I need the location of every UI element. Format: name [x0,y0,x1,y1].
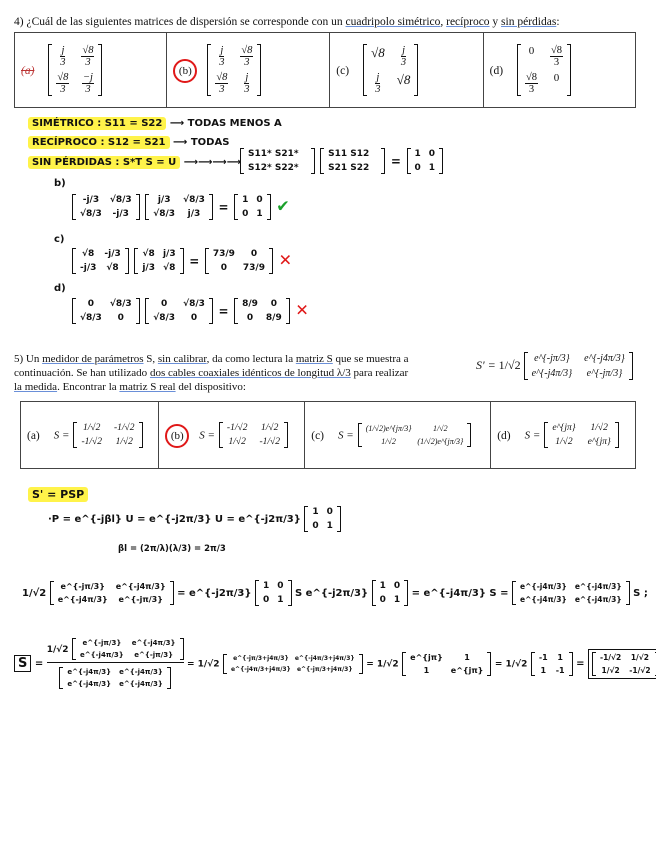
note-b-label: b) [54,178,66,189]
q4-option-d-matrix: 0 $\frac{√8}{3}$ $\frac{√8}{3}$ 0 [517,44,571,96]
note-reciprocal: RECÍPROCO : S12 = S21 ⟶ TODAS [28,137,229,148]
selected-answer-circle: (b) [165,424,189,448]
q5-option-d[interactable]: (d) S = e^{jπ} 1/√2 1/√2 e^{jπ} [491,402,636,469]
question-4-text: 4) ¿Cuál de las siguientes matrices de dispersión se corresponde con un cuadripolo simétrico, recíproco y sin pérdidas: [14,16,560,28]
final-answer-box: -1/√2 1/√2 1/√2 -1/√2 [588,649,656,679]
question-5-text: 5) Un medidor de parámetros S, sin calibrar, da como lectura la matriz S que se muestra a continuación. Se han utilizado dos cables coaxiales idénticos de longitud λ/3 para realizar la medida. Encontrar la matriz S real del dispositivo: [14,353,409,393]
note-c-label: c) [54,234,65,245]
lossless-equation: S11* S21* S12* S22* S11 S12 S21 S22 = 1 0 0 1 [240,148,443,174]
check-b: -j/3 √8/3 √8/3 -j/3 j/3 √8/3 √8/3 j/3 = 1 0 0 1 ✔ [72,194,290,220]
q4-option-c[interactable]: (c) √8 $\frac{j}{3}$ $\frac{j}{3}$ √8 [330,33,483,108]
question-4-options-table [14,32,636,108]
measured-s-matrix: S' = 1/√2 e^{-jπ/3} e^{-j4π/3} e^{-j4π/3} e^{-jπ/3} [476,352,633,380]
q4-option-a[interactable]: (a) $\frac{j}{3}$ $\frac{√8}{3}$ $\frac{√8}{3}$ $\frac{-j}{3}$ [15,33,167,108]
equation-1: 1/√2 e^{-jπ/3} e^{-j4π/3} e^{-j4π/3} e^{-jπ/3} = e^{-j2π/3} 1 0 0 1 S e^{-j2π/3} 1 0 0 1 = e^{-j4π/3} S = e^{-j4π/3} e^{-j4π/3} e^{-j4π/3} e^{-j4π/3} S ; [22,581,648,605]
cross-mark-icon: ✕ [278,250,292,270]
note-d-label: d) [54,283,66,294]
q5-option-b[interactable]: (b) S = -1/√2 1/√2 1/√2 -1/√2 [159,402,305,469]
q4-option-b[interactable] [167,33,330,108]
check-c: √8 -j/3 -j/3 √8 √8 j/3 j/3 √8 = 73/9 0 0 73/9 ✕ [72,248,292,274]
check-mark-icon: ✔ [276,196,290,216]
check-d: 0 √8/3 √8/3 0 0 √8/3 √8/3 0 = 8/9 0 0 8/9 ✕ [72,298,309,324]
q4-option-b-matrix: $\frac{j}{3}$ $\frac{√8}{3}$ $\frac{√8}{3}$ $\frac{j}{3}$ [207,44,261,96]
question-5-options-table [20,401,636,469]
q4-option-a-matrix: $\frac{j}{3}$ $\frac{√8}{3}$ $\frac{√8}{3}$ $\frac{-j}{3}$ [48,44,102,96]
equation-2: S = 1/√2 e^{-jπ/3} e^{-j4π/3} e^{-j4π/3} e^{-jπ/3} e^{-j4π/3} e^{-j4π/3} e^{-j4π/3} e^{-j4π/3} = 1/√2 e^{-jπ/3+j4π/3} e^{-j4π/3+j4π/3} e^{-j4π/3+j4π/3} e^{-jπ/3+j4π/3} = 1/√2 e^{jπ} 1 1 e^{jπ} = 1/√2 -1 1 1 -1 = -1/√2 1/√2 1/√2 -1/√2 [14,638,656,689]
note-symmetric: SIMÉTRICO : S11 = S22 ⟶ TODAS MENOS A [28,118,282,129]
q4-option-d[interactable]: (d) 0 $\frac{√8}{3}$ $\frac{√8}{3}$ 0 [483,33,635,108]
note-formula: S' = PSP [28,488,88,501]
q4-option-c-matrix: √8 $\frac{j}{3}$ $\frac{j}{3}$ √8 [363,44,418,96]
q5-option-c[interactable]: (c) S = (1/√2)e^{jπ/3} 1/√2 1/√2 (1/√2)e^{jπ/3} [305,402,491,469]
note-lossless: SIN PÉRDIDAS : S*T S = U ⟶⟶⟶⟶ [28,157,241,168]
note-p-matrix: ·P = e^{-jβl} U = e^{-j2π/3} U = e^{-j2π/3} 1 0 0 1 [48,506,341,532]
note-beta-l: βl = (2π/λ)(λ/3) = 2π/3 [118,544,226,554]
q5-option-a[interactable]: (a) S = 1/√2 -1/√2 -1/√2 1/√2 [21,402,159,469]
cross-mark-icon: ✕ [295,300,309,320]
selected-answer-circle: (b) [173,59,197,83]
